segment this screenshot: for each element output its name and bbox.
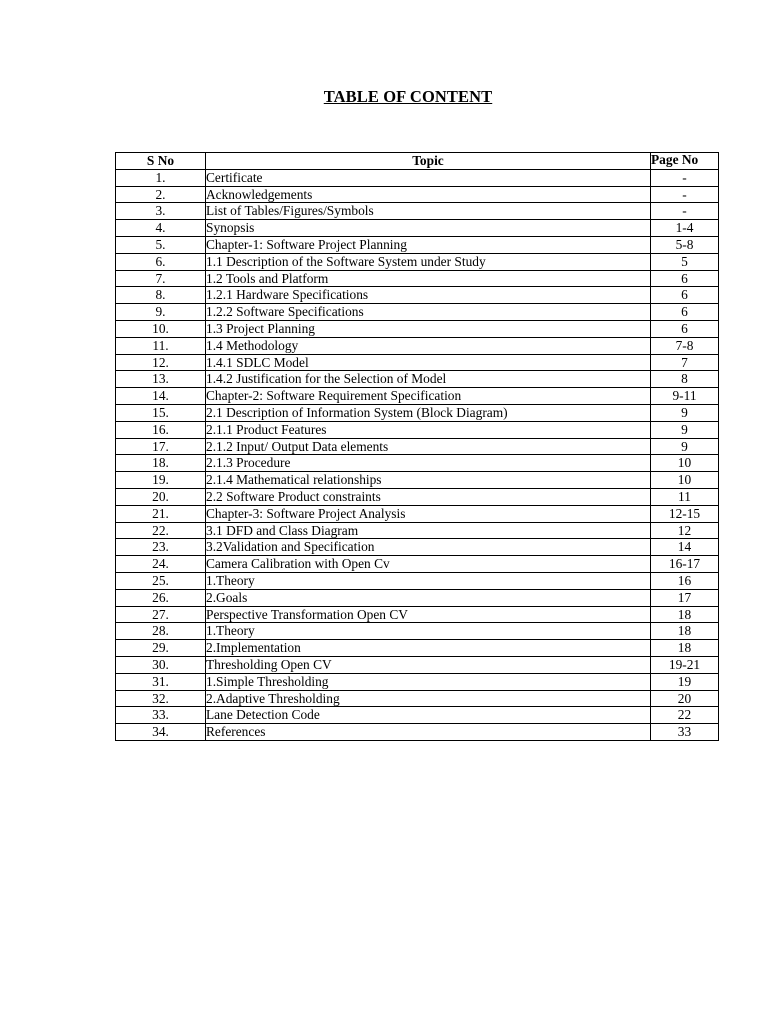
cell-topic: 1.4 Methodology (206, 337, 651, 354)
cell-sno: 11. (116, 337, 206, 354)
cell-page: 5 (651, 253, 719, 270)
table-of-contents (115, 152, 719, 741)
table-row (116, 488, 719, 505)
column-header-topic: Topic (206, 153, 651, 170)
cell-page: 1-4 (651, 220, 719, 237)
cell-topic: 2.1 Description of Information System (Block Diagram) (206, 404, 651, 421)
cell-page: 18 (651, 640, 719, 657)
cell-topic: 1.Simple Thresholding (206, 673, 651, 690)
cell-sno: 32. (116, 690, 206, 707)
cell-sno: 17. (116, 438, 206, 455)
table-row (116, 690, 719, 707)
cell-topic: 2.1.1 Product Features (206, 421, 651, 438)
cell-sno: 31. (116, 673, 206, 690)
cell-page: 12 (651, 522, 719, 539)
table-row (116, 388, 719, 405)
cell-page: 10 (651, 455, 719, 472)
table-row (116, 236, 719, 253)
table-row (116, 623, 719, 640)
table-row (116, 270, 719, 287)
cell-page: 6 (651, 270, 719, 287)
cell-sno: 27. (116, 606, 206, 623)
cell-page: 5-8 (651, 236, 719, 253)
cell-topic: 2.Adaptive Thresholding (206, 690, 651, 707)
cell-topic: Chapter-1: Software Project Planning (206, 236, 651, 253)
cell-topic: Synopsis (206, 220, 651, 237)
cell-page: 14 (651, 539, 719, 556)
cell-topic: 1.4.2 Justification for the Selection of Model (206, 371, 651, 388)
cell-topic: Acknowledgements (206, 186, 651, 203)
table-row (116, 472, 719, 489)
table-row (116, 589, 719, 606)
cell-sno: 16. (116, 421, 206, 438)
cell-sno: 12. (116, 354, 206, 371)
cell-sno: 21. (116, 505, 206, 522)
cell-topic: Lane Detection Code (206, 707, 651, 724)
cell-sno: 6. (116, 253, 206, 270)
table-row (116, 186, 719, 203)
cell-page: 7-8 (651, 337, 719, 354)
cell-sno: 1. (116, 169, 206, 186)
table-row (116, 707, 719, 724)
cell-topic: 1.2.2 Software Specifications (206, 304, 651, 321)
cell-topic: 2.Goals (206, 589, 651, 606)
cell-sno: 33. (116, 707, 206, 724)
cell-page: - (651, 203, 719, 220)
column-header-sno: S No (116, 153, 206, 170)
cell-topic: 2.Implementation (206, 640, 651, 657)
cell-sno: 34. (116, 724, 206, 741)
cell-sno: 19. (116, 472, 206, 489)
cell-sno: 29. (116, 640, 206, 657)
page-title: TABLE OF CONTENT (323, 87, 493, 106)
cell-sno: 25. (116, 572, 206, 589)
cell-topic: List of Tables/Figures/Symbols (206, 203, 651, 220)
cell-topic: Chapter-2: Software Requirement Specification (206, 388, 651, 405)
cell-sno: 22. (116, 522, 206, 539)
cell-sno: 20. (116, 488, 206, 505)
cell-topic: 2.1.4 Mathematical relationships (206, 472, 651, 489)
cell-topic: Certificate (206, 169, 651, 186)
cell-page: 8 (651, 371, 719, 388)
cell-page: - (651, 186, 719, 203)
cell-page: 6 (651, 287, 719, 304)
cell-page: 16-17 (651, 556, 719, 573)
cell-sno: 30. (116, 656, 206, 673)
cell-page: 9 (651, 438, 719, 455)
cell-page: 33 (651, 724, 719, 741)
cell-topic: 2.1.2 Input/ Output Data elements (206, 438, 651, 455)
table-row (116, 203, 719, 220)
table-row (116, 354, 719, 371)
table-body (116, 169, 719, 740)
cell-page: 12-15 (651, 505, 719, 522)
cell-sno: 23. (116, 539, 206, 556)
cell-page: 10 (651, 472, 719, 489)
cell-sno: 18. (116, 455, 206, 472)
cell-topic: Camera Calibration with Open Cv (206, 556, 651, 573)
cell-page: 16 (651, 572, 719, 589)
table-row (116, 371, 719, 388)
table-row (116, 404, 719, 421)
cell-topic: 2.2 Software Product constraints (206, 488, 651, 505)
table-row (116, 556, 719, 573)
cell-sno: 13. (116, 371, 206, 388)
cell-topic: Chapter-3: Software Project Analysis (206, 505, 651, 522)
cell-page: 7 (651, 354, 719, 371)
table-row (116, 455, 719, 472)
cell-topic: Perspective Transformation Open CV (206, 606, 651, 623)
table-row (116, 572, 719, 589)
cell-sno: 2. (116, 186, 206, 203)
cell-page: 9 (651, 404, 719, 421)
table-row (116, 253, 719, 270)
cell-topic: 1.1 Description of the Software System under Study (206, 253, 651, 270)
table-row (116, 337, 719, 354)
table-row (116, 640, 719, 657)
cell-page: 19 (651, 673, 719, 690)
cell-sno: 5. (116, 236, 206, 253)
table-row (116, 304, 719, 321)
cell-page: 11 (651, 488, 719, 505)
cell-sno: 28. (116, 623, 206, 640)
cell-topic: 2.1.3 Procedure (206, 455, 651, 472)
table-row (116, 539, 719, 556)
cell-page: 9 (651, 421, 719, 438)
cell-page: 18 (651, 623, 719, 640)
table-row (116, 673, 719, 690)
cell-topic: 1.2.1 Hardware Specifications (206, 287, 651, 304)
cell-topic: 1.4.1 SDLC Model (206, 354, 651, 371)
table-row (116, 505, 719, 522)
table-row (116, 522, 719, 539)
cell-page: 20 (651, 690, 719, 707)
cell-sno: 14. (116, 388, 206, 405)
table-row (116, 656, 719, 673)
table-row (116, 606, 719, 623)
cell-sno: 10. (116, 320, 206, 337)
table-row (116, 169, 719, 186)
cell-sno: 3. (116, 203, 206, 220)
cell-topic: 3.2Validation and Specification (206, 539, 651, 556)
cell-sno: 26. (116, 589, 206, 606)
cell-sno: 15. (116, 404, 206, 421)
table-row (116, 320, 719, 337)
cell-sno: 8. (116, 287, 206, 304)
cell-page: - (651, 169, 719, 186)
table-header-row (116, 153, 719, 170)
table-row (116, 421, 719, 438)
cell-topic: 1.Theory (206, 572, 651, 589)
cell-page: 22 (651, 707, 719, 724)
cell-topic: Thresholding Open CV (206, 656, 651, 673)
cell-sno: 7. (116, 270, 206, 287)
cell-page: 6 (651, 304, 719, 321)
cell-page: 19-21 (651, 656, 719, 673)
cell-topic: 1.Theory (206, 623, 651, 640)
cell-sno: 24. (116, 556, 206, 573)
cell-sno: 4. (116, 220, 206, 237)
cell-page: 18 (651, 606, 719, 623)
cell-topic: 1.2 Tools and Platform (206, 270, 651, 287)
table-row (116, 220, 719, 237)
table-row (116, 724, 719, 741)
table-row (116, 287, 719, 304)
cell-topic: 3.1 DFD and Class Diagram (206, 522, 651, 539)
cell-page: 6 (651, 320, 719, 337)
cell-page: 9-11 (651, 388, 719, 405)
cell-sno: 9. (116, 304, 206, 321)
cell-topic: 1.3 Project Planning (206, 320, 651, 337)
cell-page: 17 (651, 589, 719, 606)
cell-topic: References (206, 724, 651, 741)
column-header-page: Page No (651, 153, 719, 170)
table-row (116, 438, 719, 455)
